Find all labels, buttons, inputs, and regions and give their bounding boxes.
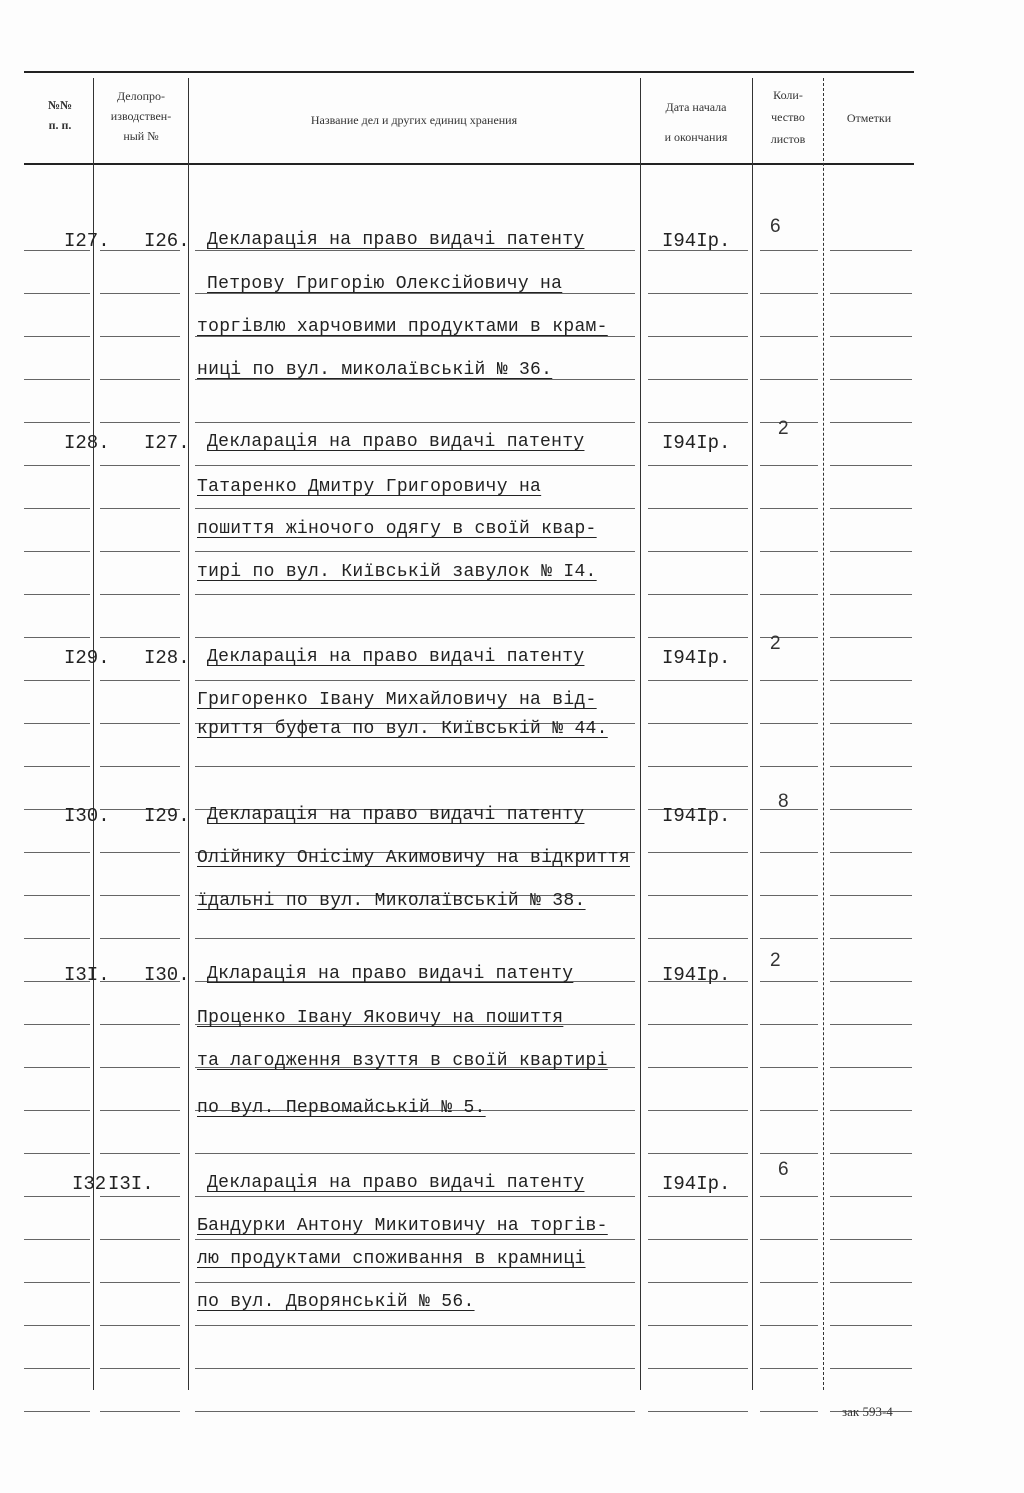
ruled-line <box>24 1411 90 1412</box>
ruled-line <box>830 594 912 595</box>
ruled-line <box>760 981 818 982</box>
ruled-line <box>760 1282 818 1283</box>
ruled-line <box>100 766 180 767</box>
ruled-line <box>100 852 180 853</box>
ruled-line <box>760 895 818 896</box>
ruled-line <box>760 1153 818 1154</box>
ruled-line <box>830 723 912 724</box>
ruled-line <box>195 938 635 939</box>
entry-date: I94Iр. <box>662 964 731 986</box>
ruled-line <box>100 1196 180 1197</box>
ruled-line <box>100 1325 180 1326</box>
ruled-line <box>24 938 90 939</box>
column-divider <box>823 78 824 1390</box>
ruled-line <box>648 938 748 939</box>
ruled-line <box>100 422 180 423</box>
ruled-line <box>24 293 90 294</box>
entry-number: I32 <box>72 1173 107 1195</box>
ruled-line <box>100 1411 180 1412</box>
column-divider <box>640 78 641 1390</box>
ruled-line <box>195 594 635 595</box>
entry-title-line: Григоренко Івану Михайловичу на від- <box>197 690 597 710</box>
ruled-line <box>24 895 90 896</box>
ruled-line <box>24 422 90 423</box>
ruled-line <box>24 379 90 380</box>
header-notes: Отметки <box>846 111 892 125</box>
ruled-line <box>830 250 912 251</box>
ruled-line <box>830 508 912 509</box>
ruled-line <box>195 766 635 767</box>
sheet-count: 6 <box>778 1159 789 1180</box>
ruled-line <box>648 465 748 466</box>
footer-order-number: зак 593-4 <box>842 1404 893 1419</box>
entry-title-line: по вул. Дворянській № 56. <box>197 1292 475 1312</box>
sheet-count: 2 <box>778 418 789 439</box>
entry-date: I94Iр. <box>662 647 731 669</box>
ruled-line <box>648 1411 748 1412</box>
ruled-line <box>830 895 912 896</box>
entry-title-line: Декларація на право видачі патенту <box>207 432 585 452</box>
ruled-line <box>24 594 90 595</box>
table-top-rule <box>24 71 914 73</box>
ruled-line <box>24 637 90 638</box>
ruled-line <box>100 895 180 896</box>
ruled-line <box>760 293 818 294</box>
header-text: ный № <box>123 129 159 143</box>
ruled-line <box>100 723 180 724</box>
entry-title-line: Декларація на право видачі патенту <box>207 647 585 667</box>
ruled-line <box>24 1196 90 1197</box>
ruled-line <box>24 1368 90 1369</box>
entry-title-line: пошиття жіночого одягу в своїй квар- <box>197 519 597 539</box>
entry-title-line: та лагодження взуття в своїй квартирі <box>197 1051 608 1071</box>
header-text: Дата начала <box>665 100 727 114</box>
ruled-line <box>100 293 180 294</box>
ruled-line <box>24 1067 90 1068</box>
office-number: I3I. <box>108 1173 154 1195</box>
ruled-line <box>830 938 912 939</box>
ruled-line <box>830 379 912 380</box>
ruled-line <box>648 723 748 724</box>
ruled-line <box>24 723 90 724</box>
header-text: изводствен- <box>110 109 172 123</box>
ruled-line <box>830 422 912 423</box>
ruled-line <box>195 1153 635 1154</box>
header-bottom-rule <box>24 163 914 165</box>
office-number: I29. <box>144 805 190 827</box>
ruled-line <box>24 1153 90 1154</box>
sheet-count: 8 <box>778 791 789 812</box>
entry-number: I3I. <box>64 964 110 986</box>
ruled-line <box>830 336 912 337</box>
ruled-line <box>648 1024 748 1025</box>
ruled-line <box>100 508 180 509</box>
ruled-line <box>24 766 90 767</box>
ruled-line <box>195 465 635 466</box>
sheet-count: 2 <box>770 950 781 971</box>
ruled-line <box>648 293 748 294</box>
entry-date: I94Iр. <box>662 230 731 252</box>
ruled-line <box>760 1067 818 1068</box>
entry-title-line: лю продуктами споживання в крамниці <box>197 1249 586 1269</box>
ruled-line <box>760 508 818 509</box>
ruled-line <box>760 465 818 466</box>
ruled-line <box>760 551 818 552</box>
ruled-line <box>100 1239 180 1240</box>
ruled-line <box>830 1067 912 1068</box>
ruled-line <box>24 852 90 853</box>
ruled-line <box>24 465 90 466</box>
ruled-line <box>195 551 635 552</box>
office-number: I30. <box>144 964 190 986</box>
header-text: №№ <box>47 98 73 112</box>
entry-title-line: по вул. Первомайській № 5. <box>197 1098 486 1118</box>
ruled-line <box>760 852 818 853</box>
ruled-line <box>760 1024 818 1025</box>
ruled-line <box>648 1325 748 1326</box>
ruled-line <box>760 1368 818 1369</box>
ruled-line <box>830 293 912 294</box>
ruled-line <box>24 1282 90 1283</box>
ruled-line <box>100 1024 180 1025</box>
entry-title-line: Декларація на право видачі патенту <box>207 805 585 825</box>
entry-title-line: Бандурки Антону Микитовичу на торгів- <box>197 1216 608 1236</box>
ruled-line <box>760 680 818 681</box>
entry-date: I94Iр. <box>662 805 731 827</box>
ruled-line <box>760 766 818 767</box>
entry-title-line: Декларація на право видачі патенту <box>207 1173 585 1193</box>
ruled-line <box>648 379 748 380</box>
ruled-line <box>195 1239 635 1240</box>
ruled-line <box>648 1239 748 1240</box>
ruled-line <box>100 336 180 337</box>
ruled-line <box>100 1110 180 1111</box>
entry-title-line: Татаренко Дмитру Григоровичу на <box>197 477 542 497</box>
header-text: чество <box>771 110 805 124</box>
ruled-line <box>648 1110 748 1111</box>
ruled-line <box>648 637 748 638</box>
ruled-line <box>760 723 818 724</box>
entry-number: I30. <box>64 805 110 827</box>
ruled-line <box>100 938 180 939</box>
ruled-line <box>24 508 90 509</box>
ruled-line <box>195 1411 635 1412</box>
ruled-line <box>830 1196 912 1197</box>
office-number: I27. <box>144 432 190 454</box>
ruled-line <box>830 465 912 466</box>
ruled-line <box>648 680 748 681</box>
entry-title-line: Петрову Григорію Олексійовичу на <box>207 274 563 294</box>
entry-title-line: Дкларація на право видачі патенту <box>207 964 574 984</box>
ruled-line <box>760 379 818 380</box>
ruled-line <box>830 680 912 681</box>
ruled-line <box>195 1282 635 1283</box>
header-text: п. п. <box>48 118 72 132</box>
ruled-line <box>195 508 635 509</box>
ruled-line <box>830 1110 912 1111</box>
header-num <box>30 95 90 135</box>
ruled-line <box>648 422 748 423</box>
ruled-line <box>648 1196 748 1197</box>
ruled-line <box>648 852 748 853</box>
ruled-line <box>195 680 635 681</box>
ruled-line <box>760 594 818 595</box>
ruled-line <box>648 766 748 767</box>
ruled-line <box>24 680 90 681</box>
ruled-line <box>24 1110 90 1111</box>
ruled-line <box>195 250 635 251</box>
ruled-line <box>648 336 748 337</box>
ruled-line <box>830 637 912 638</box>
ruled-line <box>195 422 635 423</box>
ruled-line <box>830 852 912 853</box>
ruled-line <box>648 1368 748 1369</box>
office-number: I28. <box>144 647 190 669</box>
ruled-line <box>830 1325 912 1326</box>
ruled-line <box>760 1110 818 1111</box>
header-title: Название дел и других единиц хранения <box>310 113 518 127</box>
ruled-line <box>830 1282 912 1283</box>
ruled-line <box>24 1239 90 1240</box>
ruled-line <box>830 1239 912 1240</box>
header-text: Коли- <box>773 88 803 102</box>
ruled-line <box>760 1325 818 1326</box>
ruled-line <box>830 1024 912 1025</box>
header-text: Делопро- <box>116 89 166 103</box>
entry-title-line: Проценко Івану Яковичу на пошиття <box>197 1008 564 1028</box>
ruled-line <box>100 551 180 552</box>
ruled-line <box>760 250 818 251</box>
ruled-line <box>760 637 818 638</box>
ruled-line <box>24 1325 90 1326</box>
ruled-line <box>100 1282 180 1283</box>
ruled-line <box>760 1411 818 1412</box>
ruled-line <box>195 1368 635 1369</box>
ruled-line <box>24 1024 90 1025</box>
entry-number: I28. <box>64 432 110 454</box>
ruled-line <box>760 809 818 810</box>
column-divider <box>752 78 753 1390</box>
office-number: I26. <box>144 230 190 252</box>
ruled-line <box>830 1153 912 1154</box>
ruled-line <box>195 1325 635 1326</box>
ruled-line <box>760 422 818 423</box>
entry-title-line: їдальні по вул. Миколаївській № 38. <box>197 891 586 911</box>
header-date <box>642 92 750 152</box>
ruled-line <box>830 766 912 767</box>
entry-title-line: торгівлю харчовими продуктами в крам- <box>197 317 608 337</box>
ruled-line <box>760 938 818 939</box>
ruled-line <box>100 465 180 466</box>
header-office-num <box>95 86 187 146</box>
header-text: листов <box>770 132 806 146</box>
ruled-line <box>100 594 180 595</box>
ruled-line <box>100 1368 180 1369</box>
ruled-line <box>648 1282 748 1283</box>
ruled-line <box>100 637 180 638</box>
ruled-line <box>760 336 818 337</box>
ruled-line <box>648 1153 748 1154</box>
ruled-line <box>24 336 90 337</box>
ruled-line <box>830 1368 912 1369</box>
entry-number: I27. <box>64 230 110 252</box>
ruled-line <box>100 680 180 681</box>
ruled-line <box>100 1153 180 1154</box>
ruled-line <box>830 981 912 982</box>
ruled-line <box>648 508 748 509</box>
ruled-line <box>648 551 748 552</box>
ruled-line <box>195 637 635 638</box>
entry-date: I94Iр. <box>662 1173 731 1195</box>
ruled-line <box>760 1196 818 1197</box>
header-count <box>754 84 822 150</box>
entry-title-line: Олійнику Онісіму Акимовичу на відкриття <box>197 848 630 868</box>
entry-title-line: ниці по вул. миколаївській № 36. <box>197 360 553 380</box>
entry-title-line: Декларація на право видачі патенту <box>207 230 585 250</box>
ruled-line <box>195 1196 635 1197</box>
ruled-line <box>648 895 748 896</box>
column-divider <box>188 78 189 1390</box>
ruled-line <box>830 809 912 810</box>
ruled-line <box>100 379 180 380</box>
entry-number: I29. <box>64 647 110 669</box>
sheet-count: 6 <box>770 216 781 237</box>
entry-title-line: тирі по вул. Київській завулок № I4. <box>197 562 597 582</box>
ruled-line <box>648 594 748 595</box>
entry-date: I94Iр. <box>662 432 731 454</box>
ruled-line <box>648 1067 748 1068</box>
header-text: и окончания <box>664 130 728 144</box>
ruled-line <box>100 1067 180 1068</box>
ruled-line <box>24 551 90 552</box>
ruled-line <box>760 1239 818 1240</box>
entry-title-line: криття буфета по вул. Київській № 44. <box>197 719 608 739</box>
ruled-line <box>830 551 912 552</box>
sheet-count: 2 <box>770 633 781 654</box>
